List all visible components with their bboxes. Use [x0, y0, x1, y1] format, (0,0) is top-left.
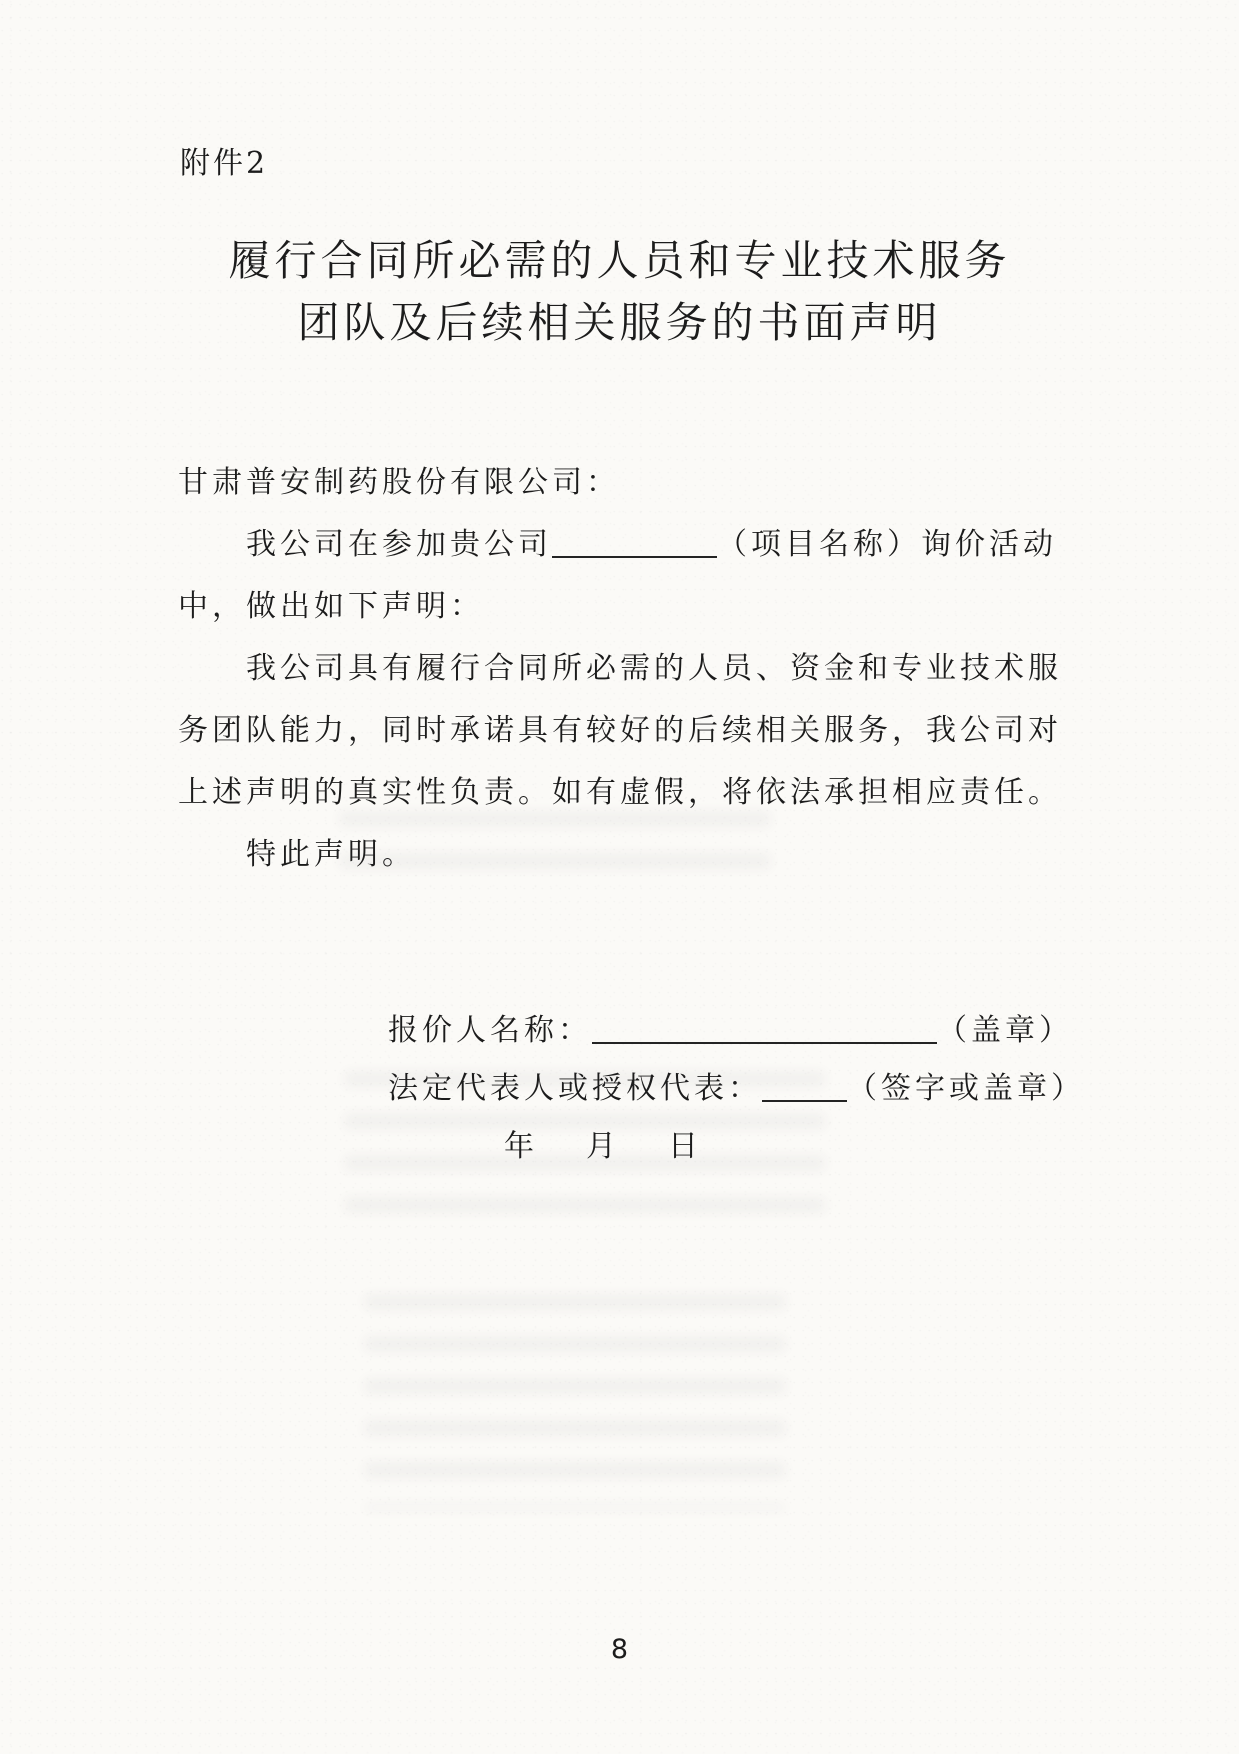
document-title [110, 230, 1129, 354]
document-body [178, 452, 1069, 886]
seal-note: （盖章） [937, 1013, 1073, 1048]
participation-text-prefix: 我公司在参加贵公司 [246, 527, 552, 562]
participation-text-suffix: （项目名称）询价活动 [717, 527, 1057, 562]
ink-bleed-artifact [365, 1295, 785, 1510]
date-day-label: 日 [668, 1129, 702, 1164]
declaration-paragraph-line-2: 务团队能力，同时承诺具有较好的后续相关服务，我公司对 [178, 713, 1062, 748]
date-year-label: 年 [504, 1129, 538, 1164]
document-title-line-2: 团队及后续相关服务的书面声明 [297, 298, 942, 347]
salutation-line: 甘肃普安制药股份有限公司： [178, 465, 620, 500]
date-line [388, 1118, 1085, 1176]
paragraph-participation-line-2: 中，做出如下声明： [178, 589, 484, 624]
bidder-name-label: 报价人名称： [388, 1013, 592, 1048]
declaration-paragraph-line-1: 我公司具有履行合同所必需的人员、资金和专业技术服 [246, 651, 1062, 686]
bidder-name-line [388, 1002, 1085, 1060]
declaration-paragraph-line-3: 上述声明的真实性负责。如有虚假，将依法承担相应责任。 [178, 775, 1062, 810]
paragraph-participation-line-1 [178, 514, 1069, 576]
legal-representative-label: 法定代表人或授权代表： [388, 1071, 762, 1106]
date-month-label: 月 [586, 1129, 620, 1164]
legal-representative-blank-line [762, 1070, 847, 1102]
project-name-blank-line [552, 526, 717, 558]
closing-statement-line: 特此声明。 [246, 837, 416, 872]
legal-representative-line [388, 1060, 1085, 1118]
bidder-name-blank-line [592, 1012, 937, 1044]
signature-block [388, 1002, 1085, 1176]
attachment-label: 附件2 [180, 146, 269, 181]
signature-or-seal-note: （签字或盖章） [847, 1071, 1085, 1106]
document-title-line-1: 履行合同所必需的人员和专业技术服务 [228, 236, 1011, 285]
page-number: 8 [610, 1634, 629, 1665]
